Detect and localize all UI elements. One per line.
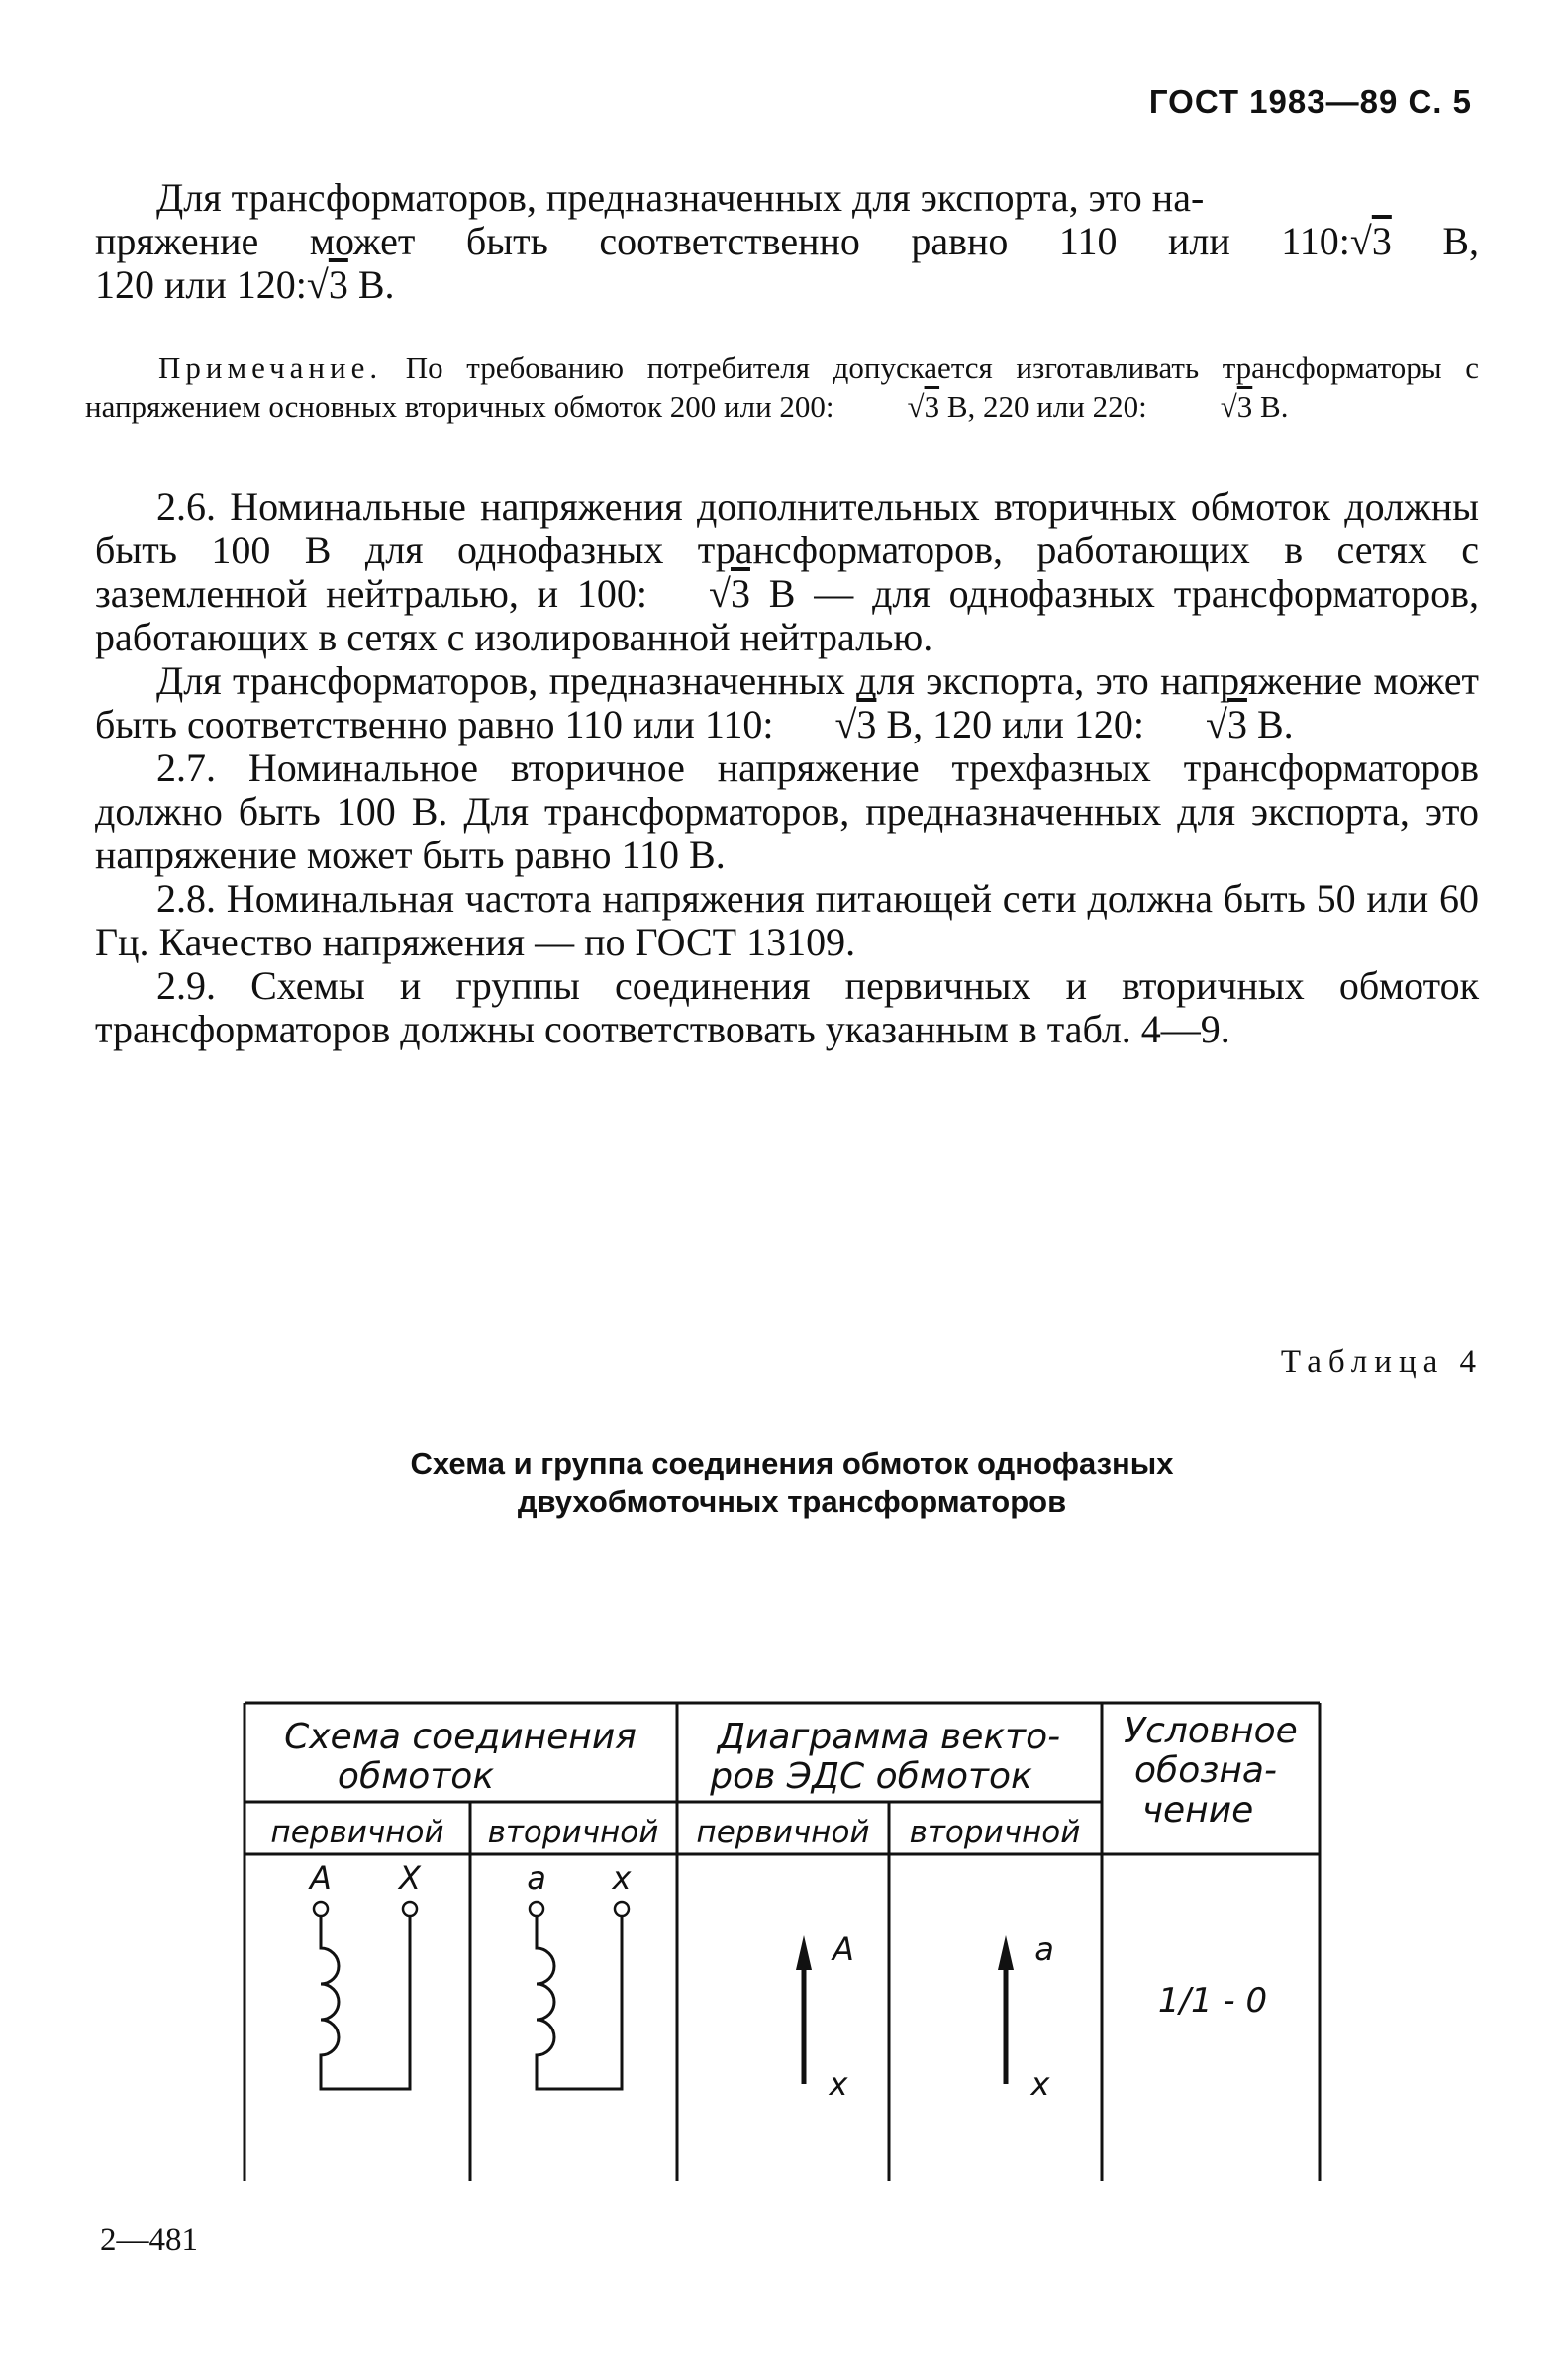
paragraph-2-7: 2.7. Номинальное вторичное напряжение трехфазных трансформаторов должно быть 100 В. Для трансформаторов, предназначенных для экспорта, это напряжение может быть равно 110 В.: [95, 745, 1479, 877]
subheader-secondary: вторичной: [487, 1815, 659, 1850]
table-caption: Таблица 4: [1280, 1344, 1483, 1380]
paragraph-2-6-export: Для трансформаторов, предназначенных для экспорта, это напряжение может быть соответственно равно 110 или 110: √3 В, 120 или 120: √3 В.: [95, 658, 1479, 746]
table-title: Схема и группа соединения обмоток однофазных двухобмоточных трансформаторов: [410, 1446, 1174, 1519]
vector-A-label: A: [833, 1930, 854, 1968]
page-header: ГОСТ 1983—89 С. 5: [1148, 83, 1472, 120]
primary-winding-schematic: [314, 1902, 417, 2089]
sqrt-sign: √3: [1349, 219, 1392, 263]
note-paragraph: Примечание. По требованию потребителя допускается изготавливать трансформаторы с напряжением основных вторичных обмоток 200 или 200: √3 В, 220 или 220: √3 В.: [85, 350, 1479, 424]
para1-line1: Для трансформаторов, предназначенных для экспорта, это на-: [156, 175, 1205, 220]
para1-line2: пряжение может быть соответственно равно 110 или 110:√3 В,: [95, 219, 1480, 263]
sqrt-sign: √3: [907, 389, 940, 424]
paragraph-2-6: 2.6. Номинальные напряжения дополнительных вторичных обмоток должны быть 100 В для однофазных трансформаторов, работающих в сетях с заземленной нейтралью, и 100: √3 В — для однофазных трансформаторов, работающих в сетях с изолированной нейтралью.: [95, 484, 1480, 659]
header-symbol-line2: обозна-: [1134, 1750, 1277, 1791]
header-diagram-line1: Диаграмма векто-: [717, 1717, 1061, 1757]
subheader-primary: первичной: [696, 1815, 870, 1850]
group-symbol: 1/1 - 0: [1157, 1981, 1268, 2021]
paragraph-2-9: 2.9. Схемы и группы соединения первичных и вторичных обмоток трансформаторов должны соответствовать указанным в табл. 4—9.: [95, 963, 1479, 1051]
sqrt-sign: √3: [1205, 702, 1247, 746]
page-footer-code: 2—481: [100, 2223, 198, 2258]
vector-x-label: x: [1030, 2065, 1050, 2103]
sqrt-sign: √3: [709, 571, 750, 616]
vector-X-label: x: [829, 2065, 848, 2103]
sqrt-sign: √3: [306, 262, 348, 307]
sqrt-sign: √3: [834, 702, 877, 746]
header-scheme-line2: обмоток: [337, 1756, 495, 1797]
header-symbol-line1: Условное: [1124, 1711, 1298, 1751]
secondary-vector-arrow: [998, 1935, 1014, 2084]
terminal-a-label: a: [527, 1859, 546, 1897]
header-symbol-line3: чение: [1141, 1790, 1254, 1831]
header-scheme-line1: Схема соединения: [284, 1717, 637, 1757]
secondary-winding-schematic: [530, 1902, 629, 2089]
paragraph-export-1: [95, 176, 1479, 307]
terminal-x-label: x: [612, 1859, 632, 1897]
note-label: Примечание.: [158, 350, 383, 385]
sqrt-sign: √3: [1220, 389, 1253, 424]
para1-line3: 120 или 120:√3 В.: [95, 262, 395, 307]
terminal-X-label: X: [399, 1859, 421, 1897]
terminal-A-label: A: [310, 1859, 332, 1897]
main-text: [95, 485, 1479, 1051]
paragraph-2-8: 2.8. Номинальная частота напряжения питающей сети должна быть 50 или 60 Гц. Качество напряжения — по ГОСТ 13109.: [95, 876, 1479, 964]
header-diagram-line2: ров ЭДС обмоток: [710, 1756, 1032, 1797]
subheader-primary: первичной: [270, 1815, 444, 1850]
vector-a-label: a: [1034, 1930, 1054, 1968]
primary-vector-arrow: [796, 1935, 812, 2084]
subheader-secondary: вторичной: [909, 1815, 1081, 1850]
